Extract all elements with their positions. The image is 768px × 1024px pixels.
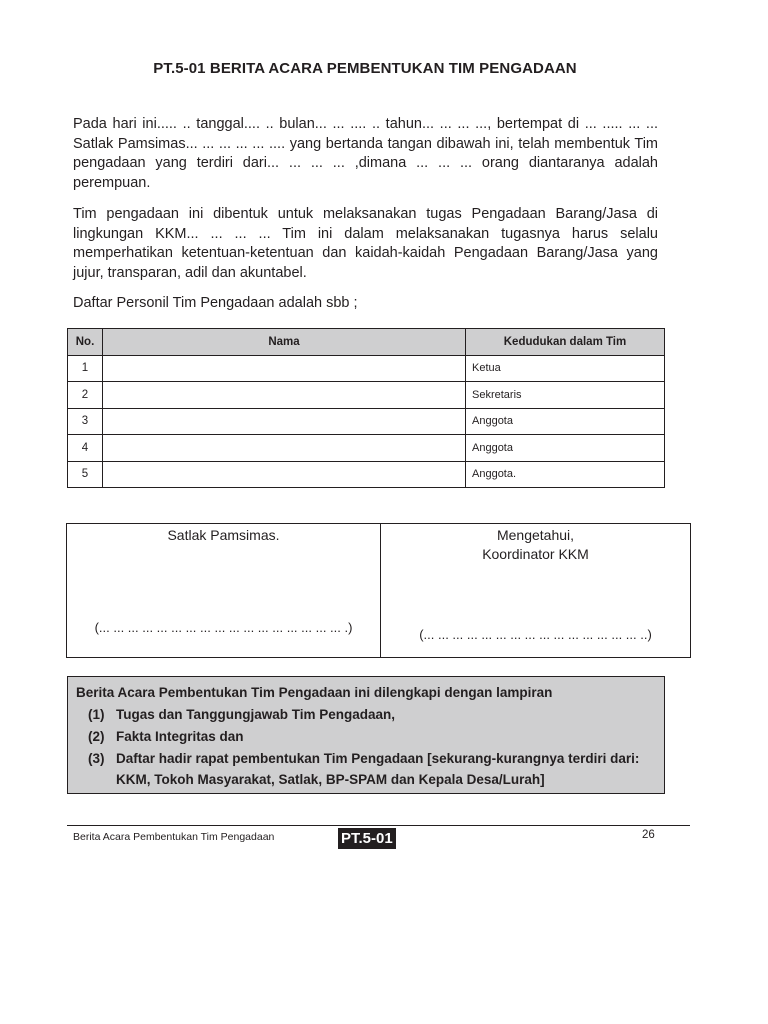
- column-header-kedudukan: Kedudukan dalam Tim: [466, 329, 665, 356]
- row-nama-cell: [103, 382, 466, 409]
- table-row: [68, 382, 665, 409]
- table-header-row: [68, 329, 665, 356]
- row-number: 4: [68, 435, 103, 462]
- table-row: [68, 461, 665, 488]
- paragraph-purpose: Tim pengadaan ini dibentuk untuk melaksanakan tugas Pengadaan Barang/Jasa di lingkungan KKM... ... ... ... Tim ini dalam melaksanakan tugasnya harus selalu memperhatikan ketentuan-ketentuan dan kaidah-kaidah Pengadaan Barang/Jasa yang jujur, transparan, adil dan akuntabel.: [73, 206, 658, 281]
- signature-box: [66, 523, 691, 658]
- signature-satlak-title: Satlak Pamsimas.: [167, 527, 280, 543]
- footer-document-name: Berita Acara Pembentukan Tim Pengadaan: [73, 831, 275, 843]
- footer-form-code: PT.5-01: [338, 828, 396, 849]
- table-row: [68, 355, 665, 382]
- note-heading: Berita Acara Pembentukan Tim Pengadaan ini dilengkapi dengan lampiran: [76, 685, 553, 700]
- signature-koordinator-title: [381, 526, 690, 564]
- signature-koordinator: [381, 524, 690, 657]
- note-item-number: (1): [88, 707, 105, 722]
- row-kedudukan: Anggota: [466, 408, 665, 435]
- page-number: 26: [642, 829, 655, 841]
- row-nama-cell: [103, 355, 466, 382]
- row-nama-cell: [103, 435, 466, 462]
- signature-satlak: [67, 524, 381, 657]
- table-row: [68, 435, 665, 462]
- note-item-text: Daftar hadir rapat pembentukan Tim Pengadaan [sekurang-kurangnya terdiri dari: KKM, Tokoh Masyarakat, Satlak, BP-SPAM dan Kepala Desa/Lurah]: [116, 751, 640, 787]
- signature-satlak-line: (... ... ... ... ... ... ... ... ... ... ... ... ... ... ... ... ... .): [94, 620, 353, 635]
- table-row: [68, 408, 665, 435]
- column-header-no: No.: [68, 329, 103, 356]
- row-kedudukan: Ketua: [466, 355, 665, 382]
- row-number: 1: [68, 355, 103, 382]
- row-kedudukan: Anggota: [466, 435, 665, 462]
- note-item-number: (3): [88, 751, 105, 766]
- footer-divider: [67, 825, 690, 826]
- column-header-nama: Nama: [103, 329, 466, 356]
- row-nama-cell: [103, 461, 466, 488]
- personnel-table: [67, 328, 665, 488]
- paragraph-list-intro: Daftar Personil Tim Pengadaan adalah sbb ;: [73, 295, 358, 311]
- row-kedudukan: Sekretaris: [466, 382, 665, 409]
- row-number: 2: [68, 382, 103, 409]
- signature-koordinator-title-line1: Mengetahui,: [496, 527, 575, 543]
- document-title: PT.5-01 BERITA ACARA PEMBENTUKAN TIM PENGADAAN: [153, 60, 577, 77]
- note-item-text: Tugas dan Tanggungjawab Tim Pengadaan,: [116, 707, 396, 722]
- note-item-number: (2): [88, 729, 105, 744]
- signature-koordinator-title-line2: Koordinator KKM: [482, 546, 589, 562]
- note-item-text: Fakta Integritas dan: [116, 729, 244, 744]
- row-nama-cell: [103, 408, 466, 435]
- paragraph-opening: Pada hari ini..... .. tanggal.... .. bulan... ... .... .. tahun... ... ... ..., bertempat di ... ..... ... ... Satlak Pamsimas... ... ... ... ... .... yang bertanda tangan dibawah ini, telah membentuk Tim pengadaan yang terdiri dari... ... ... ... ,dimana ... ... ... orang diantaranya adalah perempuan.: [73, 116, 658, 191]
- attachment-note-box: [67, 676, 665, 794]
- row-kedudukan: Anggota.: [466, 461, 665, 488]
- row-number: 5: [68, 461, 103, 488]
- row-number: 3: [68, 408, 103, 435]
- signature-koordinator-line: (... ... ... ... ... ... ... ... ... ... ... ... ... ... ... ..): [419, 627, 652, 642]
